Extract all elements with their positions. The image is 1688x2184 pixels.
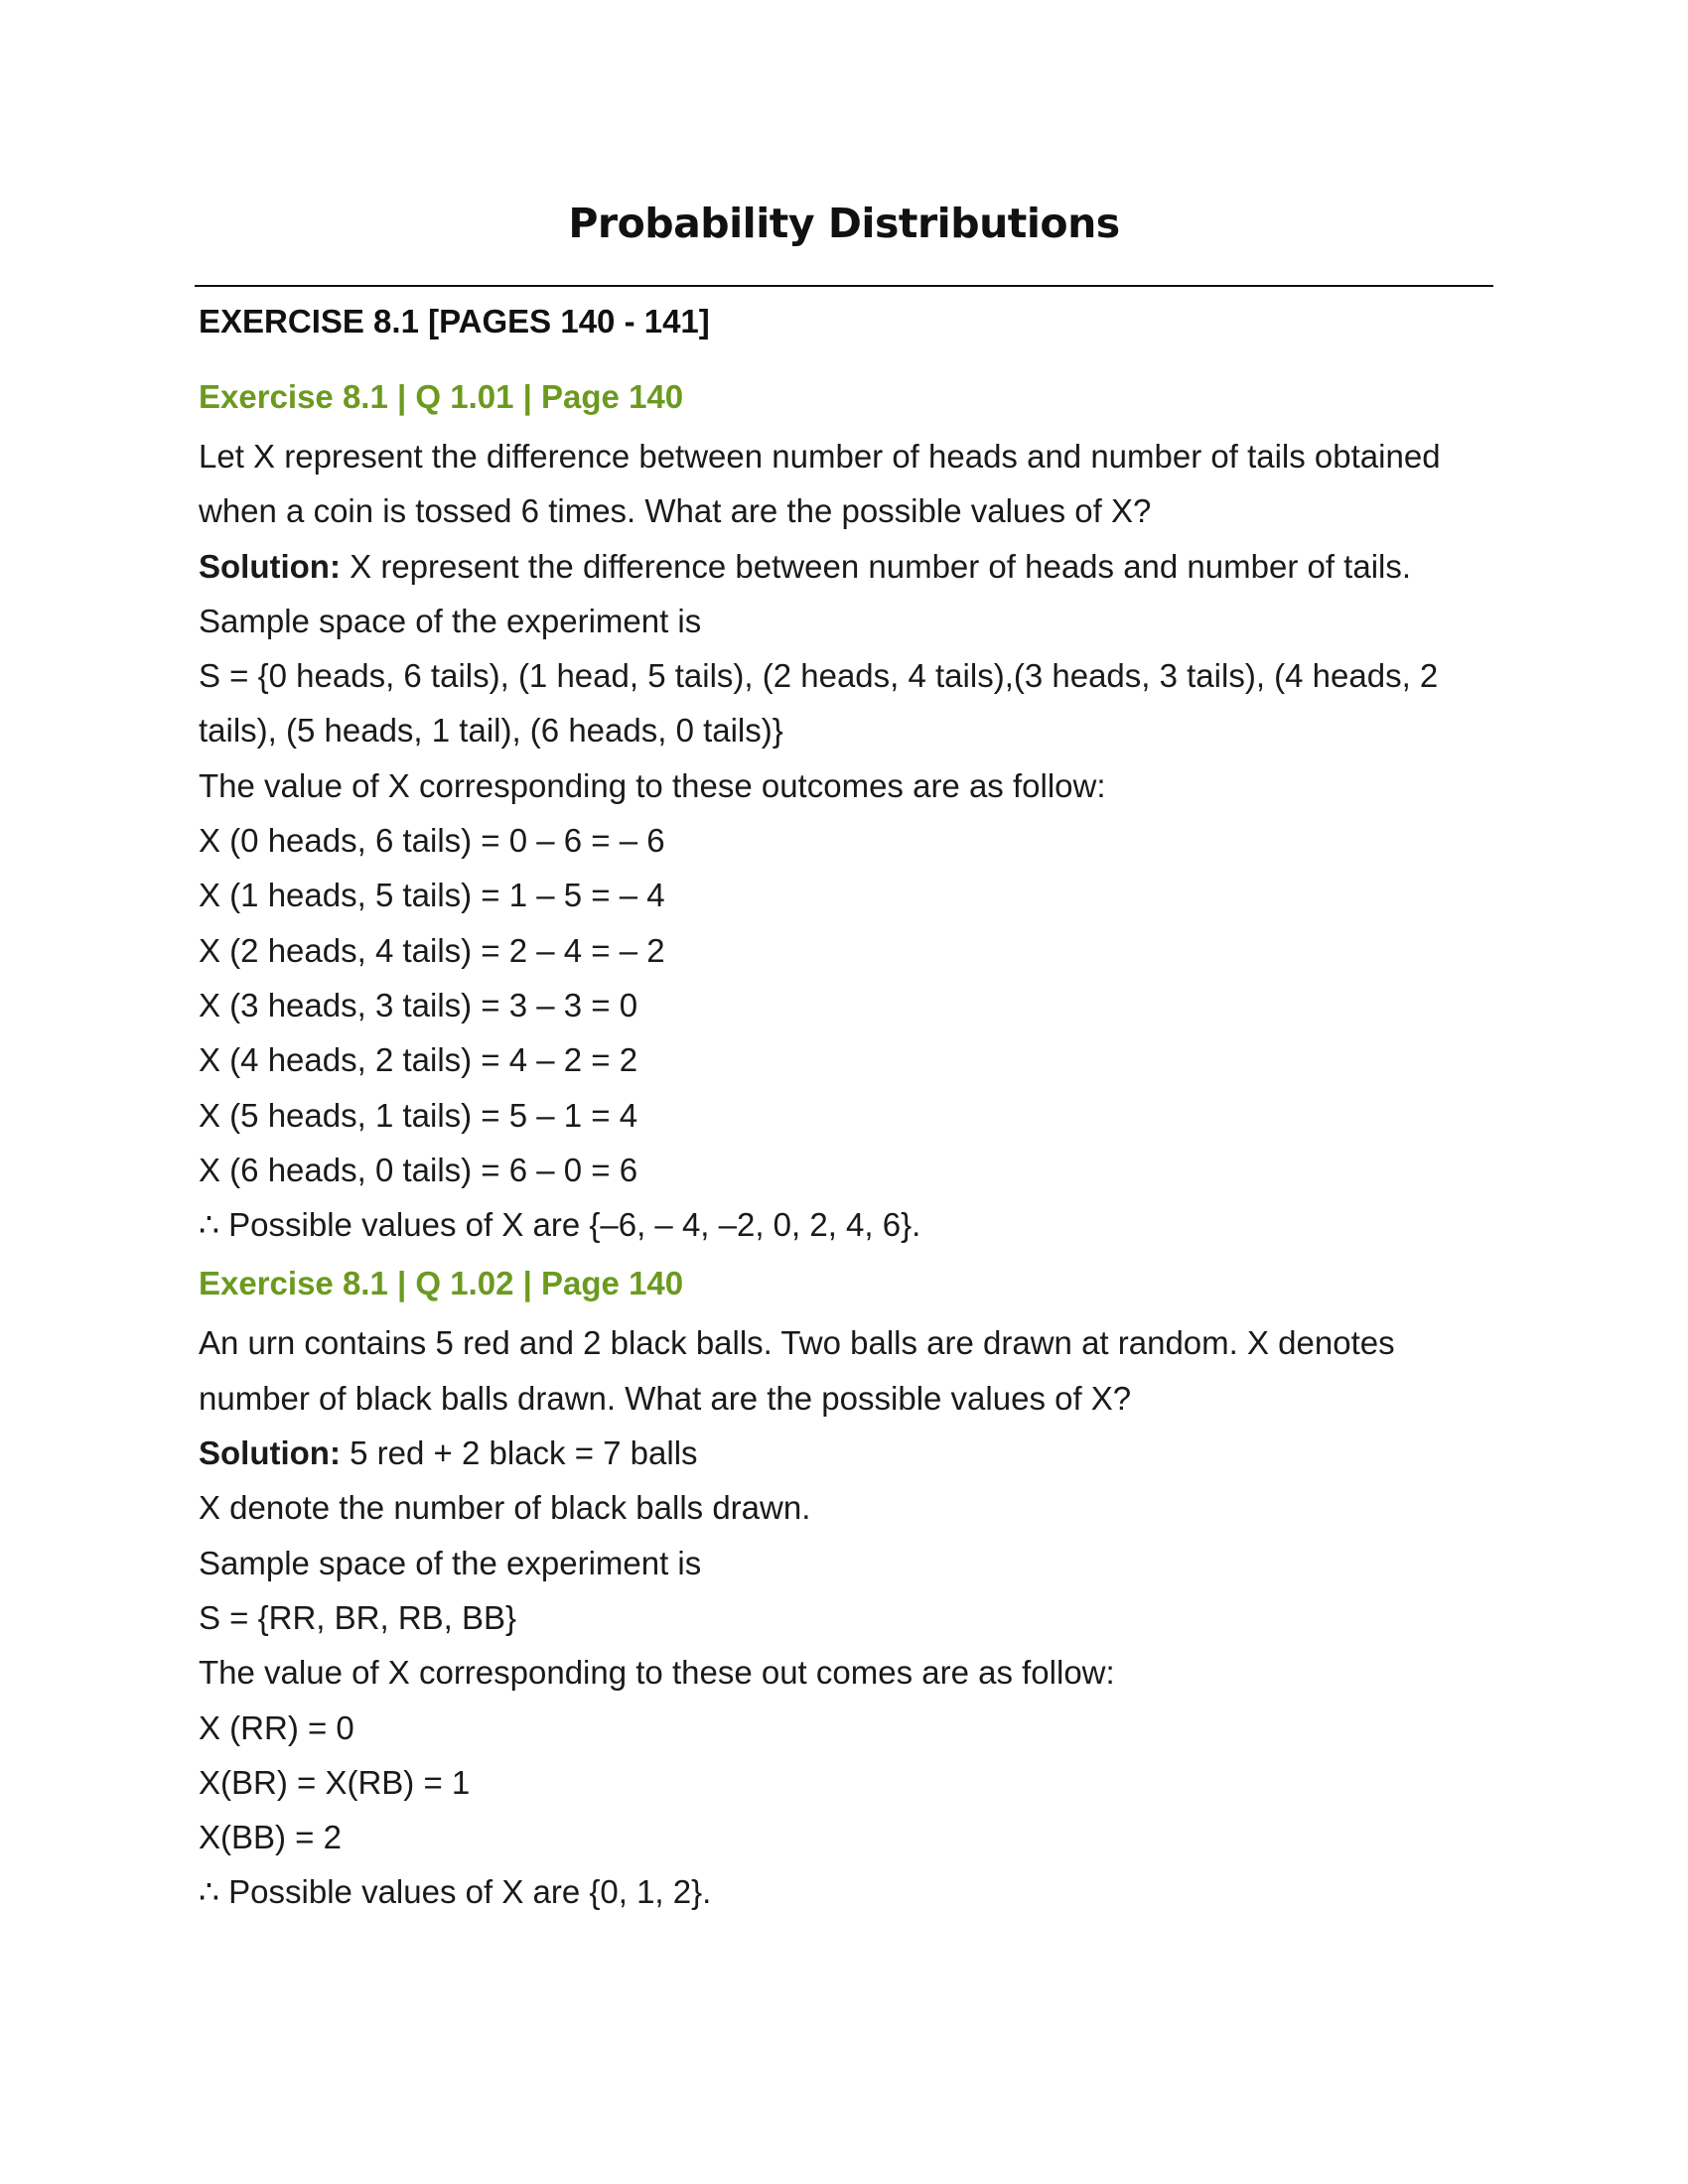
solution-line: S = {RR, BR, RB, BB} bbox=[199, 1598, 517, 1636]
question-text: Let X represent the difference between number of heads and number of tails obtained bbox=[199, 438, 1441, 475]
solution-intro bbox=[199, 539, 1479, 594]
question-heading: Exercise 8.1 | Q 1.02 | Page 140 bbox=[199, 1265, 684, 1302]
solution-line: X (4 heads, 2 tails) = 4 – 2 = 2 bbox=[199, 1041, 638, 1079]
solution-text: 5 red + 2 black = 7 balls bbox=[340, 1434, 698, 1472]
question-heading: Exercise 8.1 | Q 1.01 | Page 140 bbox=[199, 378, 684, 415]
solution-conclusion: ∴ Possible values of X are {0, 1, 2}. bbox=[199, 1873, 712, 1911]
solution-line: The value of X corresponding to these out comes are as follow: bbox=[199, 1654, 1115, 1692]
solution-line: The value of X corresponding to these outcomes are as follow: bbox=[199, 766, 1106, 804]
document-body bbox=[199, 294, 1479, 1920]
solution-line: X (6 heads, 0 tails) = 6 – 0 = 6 bbox=[199, 1151, 638, 1188]
exercise-heading: EXERCISE 8.1 [PAGES 140 - 141] bbox=[199, 303, 710, 340]
question-block-1 bbox=[199, 377, 1479, 1252]
solution-text: X represent the difference between number of heads and number of tails. bbox=[340, 547, 1412, 585]
title-divider bbox=[195, 285, 1493, 287]
solution-line: X (1 heads, 5 tails) = 1 – 5 = – 4 bbox=[199, 877, 665, 914]
solution-intro bbox=[199, 1426, 1479, 1480]
question-text: An urn contains 5 red and 2 black balls. Two balls are drawn at random. X denotes bbox=[199, 1324, 1395, 1362]
solution-line: X(BB) = 2 bbox=[199, 1819, 342, 1856]
question-text: when a coin is tossed 6 times. What are the possible values of X? bbox=[199, 492, 1152, 530]
solution-line: Sample space of the experiment is bbox=[199, 602, 702, 639]
page-title: Probability Distributions bbox=[568, 200, 1120, 247]
question-text: number of black balls drawn. What are the possible values of X? bbox=[199, 1379, 1132, 1417]
solution-label: Solution: bbox=[199, 547, 341, 585]
solution-line: X denote the number of black balls drawn. bbox=[199, 1489, 811, 1527]
solution-line: X (5 heads, 1 tails) = 5 – 1 = 4 bbox=[199, 1096, 638, 1134]
solution-line: tails), (5 heads, 1 tail), (6 heads, 0 tails)} bbox=[199, 712, 783, 750]
solution-label: Solution: bbox=[199, 1434, 341, 1472]
solution-line: X (2 heads, 4 tails) = 2 – 4 = – 2 bbox=[199, 931, 665, 969]
solution-line: X(BR) = X(RB) = 1 bbox=[199, 1763, 471, 1801]
solution-line: X (RR) = 0 bbox=[199, 1708, 354, 1746]
question-block-2 bbox=[199, 1264, 1479, 1919]
solution-line: X (0 heads, 6 tails) = 0 – 6 = – 6 bbox=[199, 822, 665, 860]
solution-line: Sample space of the experiment is bbox=[199, 1544, 702, 1581]
solution-line: S = {0 heads, 6 tails), (1 head, 5 tails), (2 heads, 4 tails),(3 heads, 3 tails), (4 heads, 2 bbox=[199, 657, 1439, 695]
solution-conclusion: ∴ Possible values of X are {–6, – 4, –2, 0, 2, 4, 6}. bbox=[199, 1206, 921, 1244]
solution-line: X (3 heads, 3 tails) = 3 – 3 = 0 bbox=[199, 986, 638, 1024]
